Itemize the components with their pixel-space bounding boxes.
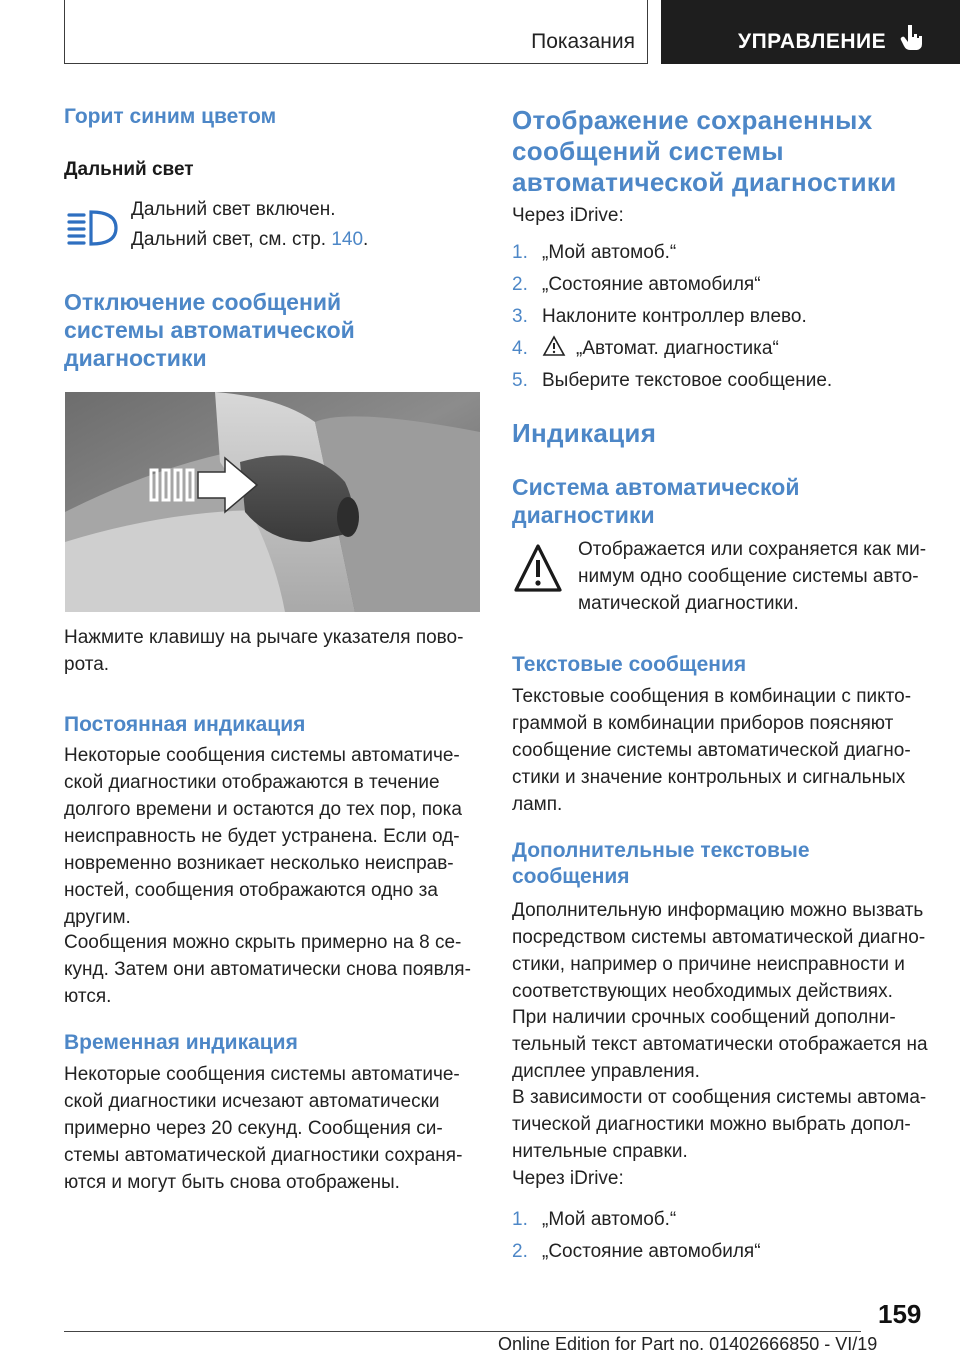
heading-permanent-indication: Постоянная индикация <box>64 713 306 736</box>
illustration-caption: Нажмите клавишу на рычаге указателя пово- рота. <box>64 627 464 675</box>
header-chapter-label: УПРАВЛЕНИЕ <box>738 30 887 53</box>
heading-text-messages: Текстовые сообщения <box>512 653 747 676</box>
page-number: 159 <box>878 1299 922 1329</box>
header-section-label: Показания <box>531 30 635 53</box>
list-item: 4. „Автомат. диагностика“ <box>512 335 932 367</box>
page-link-140[interactable]: 140 <box>331 229 364 250</box>
list-item: 2. „Состояние автомобиля“ <box>512 274 761 295</box>
system-paragraph: Отображается или сохраняется как ми- нимум одно сообщение системы авто- матической диагностики. <box>578 539 927 614</box>
via-idrive-2: Через iDrive: <box>512 1168 624 1189</box>
header-section-box <box>64 0 648 64</box>
heading-extra-text-messages: Дополнительные текстовые сообщения <box>512 839 810 888</box>
temporary-paragraph: Некоторые сообщения системы автоматиче- ской диагностики исчезают автоматически примерно через 20 секунд. Сообщения си- стемы автоматической диагностики сохраня- ются и могут быть снова отображены. <box>64 1064 463 1193</box>
list-item: 1. „Мой автомоб.“ <box>512 242 677 263</box>
heading-high-beam: Дальний свет <box>64 159 194 180</box>
heading-blue: Горит синим цветом <box>64 105 277 128</box>
turn-signal-lever-illustration <box>65 392 480 612</box>
header-chapter-box <box>661 0 960 64</box>
high-beam-text-1: Дальний свет включен. <box>131 199 336 220</box>
list-item: 2. „Состояние автомобиля“ <box>512 1241 761 1262</box>
steps-list-2 <box>512 1206 932 1270</box>
permanent-paragraph-1: Некоторые сообщения системы автоматиче- ской диагностики отображаются в течение долгого времени и остаются до тех пор, пока неисправность не будет устранена. Если од- новременно возникает несколько неисправ- ностей, сообщения отображаются одно за другим. <box>64 745 462 928</box>
hand-pointer-icon <box>899 22 925 52</box>
list-item: 1. „Мой автомоб.“ <box>512 1209 677 1230</box>
footer-edition: Online Edition for Part no. 01402666850 - VI/19 <box>498 1334 878 1354</box>
footer-divider <box>64 1331 861 1332</box>
warning-triangle-icon <box>512 540 564 598</box>
warning-triangle-icon <box>542 335 566 357</box>
heading-saved-messages: Отображение сохраненных сообщений системы автоматической диагностики <box>512 105 897 197</box>
steps-list-1 <box>512 239 932 399</box>
extra-paragraph-1: Дополнительную информацию можно вызвать посредством системы автоматической диагно- стики, например о причине неисправности и соответствующих необходимых действиях. <box>512 900 926 1002</box>
high-beam-text-2: Дальний свет, см. стр. 140. <box>131 229 369 250</box>
text-messages-paragraph: Текстовые сообщения в комбинации с пикто- граммой в комбинации приборов поясняют сообщение системы автоматической диагно- стики и значение контрольных и сигнальных ламп. <box>512 686 912 815</box>
high-beam-icon <box>66 207 120 247</box>
list-item: 3. Наклоните контроллер влево. <box>512 306 807 327</box>
heading-system-diagnostics: Система автоматической диагностики <box>512 474 800 528</box>
extra-paragraph-3: В зависимости от сообщения системы автома- тической диагностики можно выбрать допол- нительные справки. <box>512 1087 927 1162</box>
extra-paragraph-2: При наличии срочных сообщений дополни- тельный текст автоматически отображается на дисплее управления. <box>512 1007 928 1082</box>
heading-temporary-indication: Временная индикация <box>64 1031 298 1054</box>
via-idrive-1: Через iDrive: <box>512 205 624 226</box>
heading-indication: Индикация <box>512 418 657 448</box>
heading-disable-messages: Отключение сообщений системы автоматической диагностики <box>64 289 355 371</box>
permanent-paragraph-2: Сообщения можно скрыть примерно на 8 се- кунд. Затем они автоматически снова появля- ются. <box>64 932 471 1007</box>
list-item: 5. Выберите текстовое сообщение. <box>512 370 833 391</box>
